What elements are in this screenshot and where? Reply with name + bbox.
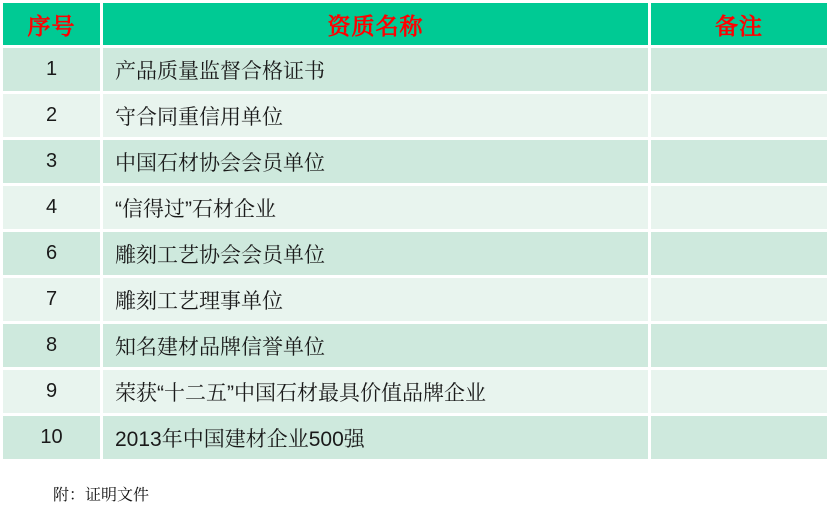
qualification-name-cell: 知名建材品牌信誉单位 <box>115 335 325 359</box>
qualification-name-cell: “信得过”石材企业 <box>115 197 276 221</box>
col-header-number: 序号 <box>3 3 100 45</box>
table-row <box>3 48 827 91</box>
row-number-cell: 7 <box>45 288 58 310</box>
table-row <box>3 94 827 137</box>
note-cell <box>651 416 827 459</box>
row-number-cell: 8 <box>45 334 58 356</box>
table-row <box>3 140 827 183</box>
note-cell <box>651 278 827 321</box>
row-number-cell: 2 <box>45 104 58 126</box>
row-number-cell: 10 <box>40 426 63 448</box>
table-body <box>3 48 827 459</box>
qualification-name-cell: 守合同重信用单位 <box>115 105 283 129</box>
table-row <box>3 232 827 275</box>
note-cell <box>651 370 827 413</box>
attachment-note: 附：证明文件 <box>53 487 150 504</box>
table-header-row <box>3 3 827 45</box>
note-cell <box>651 94 827 137</box>
note-cell <box>651 186 827 229</box>
qualification-name-cell: 雕刻工艺协会会员单位 <box>115 243 325 267</box>
row-number-cell: 6 <box>45 242 58 264</box>
note-cell <box>651 48 827 91</box>
table-row <box>3 324 827 367</box>
note-cell <box>651 232 827 275</box>
col-header-note: 备注 <box>651 3 827 45</box>
table-row <box>3 370 827 413</box>
qualification-name-cell: 雕刻工艺理事单位 <box>115 289 283 313</box>
qualification-name-cell: 2013年中国建材企业500强 <box>115 427 365 451</box>
note-cell <box>651 324 827 367</box>
col-header-qualification-name: 资质名称 <box>103 3 648 45</box>
row-number-cell: 1 <box>45 58 58 80</box>
table-row <box>3 186 827 229</box>
row-number-cell: 4 <box>45 196 58 218</box>
row-number-cell: 9 <box>45 380 58 402</box>
qualification-name-cell: 产品质量监督合格证书 <box>115 59 325 83</box>
table-row <box>3 416 827 459</box>
table-row <box>3 278 827 321</box>
note-cell <box>651 140 827 183</box>
qualification-name-cell: 中国石材协会会员单位 <box>115 151 325 175</box>
row-number-cell: 3 <box>45 150 58 172</box>
qualification-name-cell: 荣获“十二五”中国石材最具价值品牌企业 <box>115 381 486 405</box>
